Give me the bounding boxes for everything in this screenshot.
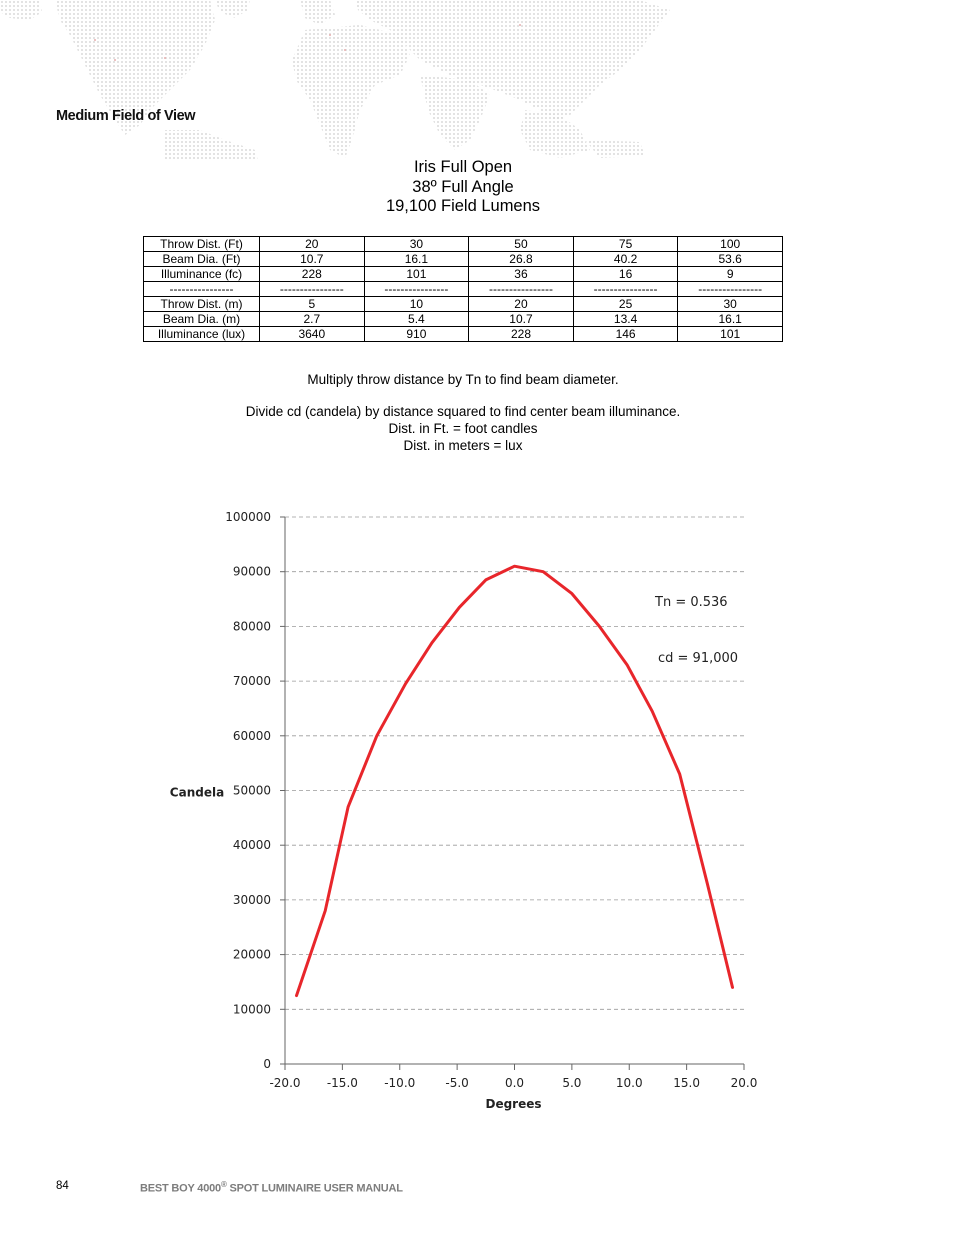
separator-cell: ---------------- xyxy=(469,282,574,297)
table-cell: 16 xyxy=(573,267,678,282)
x-tick-label: -20.0 xyxy=(269,1076,301,1090)
table-row xyxy=(144,327,783,342)
registered-mark: ® xyxy=(220,1180,227,1189)
x-tick-label: 0.0 xyxy=(504,1076,525,1090)
table-cell: 5 xyxy=(260,297,365,312)
row-label: Throw Dist. (m) xyxy=(144,297,260,312)
y-tick-label: 50000 xyxy=(232,783,271,798)
y-axis-label: Candela xyxy=(169,785,225,800)
separator-cell: ---------------- xyxy=(260,282,365,297)
x-tick-label: 10.0 xyxy=(615,1076,643,1090)
table-cell: 10.7 xyxy=(260,252,365,267)
table-cell: 30 xyxy=(364,237,469,252)
note-meters: Dist. in meters = lux xyxy=(403,438,523,453)
table-cell: 910 xyxy=(364,327,469,342)
manual-title-b: SPOT LUMINAIRE USER MANUAL xyxy=(226,1182,403,1195)
iris-line-1: Iris Full Open xyxy=(413,158,513,176)
table-cell: 13.4 xyxy=(573,312,678,327)
table-row xyxy=(144,267,783,282)
candela-series-line xyxy=(297,566,733,995)
note-multiply: Multiply throw distance by Tn to find beam diameter. xyxy=(307,372,619,387)
table-cell: 101 xyxy=(364,267,469,282)
manual-title-a: BEST BOY 4000 xyxy=(140,1182,221,1195)
x-tick-label: -5.0 xyxy=(445,1076,469,1090)
y-tick-label: 100000 xyxy=(225,510,271,524)
table-cell: 228 xyxy=(469,327,574,342)
row-label: Beam Dia. (Ft) xyxy=(144,252,260,267)
candela-chart xyxy=(160,500,780,1130)
y-tick-label: 90000 xyxy=(232,564,271,579)
x-tick-label: 20.0 xyxy=(730,1076,758,1090)
manual-title xyxy=(140,1180,403,1195)
y-tick-label: 70000 xyxy=(232,674,271,689)
tn-annotation: Tn = 0.536 xyxy=(655,595,728,610)
y-tick-label: 60000 xyxy=(232,728,271,743)
y-tick-label: 80000 xyxy=(232,619,271,634)
y-tick-label: 30000 xyxy=(232,892,271,907)
x-tick-label: -10.0 xyxy=(384,1076,416,1090)
table-cell: 101 xyxy=(678,327,783,342)
table-cell: 75 xyxy=(573,237,678,252)
table-cell: 20 xyxy=(260,237,365,252)
table-cell: 146 xyxy=(573,327,678,342)
separator-cell: ---------------- xyxy=(678,282,783,297)
row-label: Beam Dia. (m) xyxy=(144,312,260,327)
table-row xyxy=(144,237,783,252)
table-cell: 9 xyxy=(678,267,783,282)
table-cell: 5.4 xyxy=(364,312,469,327)
section-title: Medium Field of View xyxy=(56,108,196,124)
note-divide: Divide cd (candela) by distance squared to find center beam illuminance. xyxy=(245,404,681,419)
x-axis-label: Degrees xyxy=(485,1097,542,1111)
separator-cell: ---------------- xyxy=(364,282,469,297)
row-label: Throw Dist. (Ft) xyxy=(144,237,260,252)
separator-cell: ---------------- xyxy=(144,282,260,297)
page-number: 84 xyxy=(56,1180,69,1192)
table-separator-row xyxy=(144,282,783,297)
table-cell: 20 xyxy=(469,297,574,312)
table-row xyxy=(144,252,783,267)
table-cell: 25 xyxy=(573,297,678,312)
table-cell: 100 xyxy=(678,237,783,252)
y-tick-label: 40000 xyxy=(232,838,271,853)
x-tick-label: -15.0 xyxy=(326,1076,358,1090)
y-tick-label: 0 xyxy=(263,1057,271,1071)
iris-settings xyxy=(0,158,926,217)
table-cell: 16.1 xyxy=(678,312,783,327)
table-cell: 50 xyxy=(469,237,574,252)
x-tick-label: 5.0 xyxy=(562,1076,582,1090)
table-cell: 228 xyxy=(260,267,365,282)
iris-line-3: 19,100 Field Lumens xyxy=(385,197,541,215)
table-cell: 36 xyxy=(469,267,574,282)
y-tick-label: 20000 xyxy=(232,947,271,962)
iris-line-2: 38º Full Angle xyxy=(412,177,514,196)
table-cell: 2.7 xyxy=(260,312,365,327)
table-cell: 30 xyxy=(678,297,783,312)
table-cell: 10.7 xyxy=(469,312,574,327)
separator-cell: ---------------- xyxy=(573,282,678,297)
table-row xyxy=(144,297,783,312)
row-label: Illuminance (fc) xyxy=(144,267,260,282)
note-feet: Dist. in Ft. = foot candles xyxy=(388,421,538,436)
world-map-dots-background xyxy=(0,0,680,160)
instructions-notes xyxy=(0,371,926,454)
table-cell: 16.1 xyxy=(364,252,469,267)
table-cell: 40.2 xyxy=(573,252,678,267)
photometric-table xyxy=(143,236,783,342)
table-row xyxy=(144,312,783,327)
x-tick-label: 15.0 xyxy=(673,1076,700,1090)
table-cell: 53.6 xyxy=(678,252,783,267)
y-tick-label: 10000 xyxy=(232,1002,271,1017)
cd-annotation: cd = 91,000 xyxy=(658,651,739,666)
table-cell: 10 xyxy=(364,297,469,312)
table-cell: 26.8 xyxy=(469,252,574,267)
row-label: Illuminance (lux) xyxy=(144,327,260,342)
table-cell: 3640 xyxy=(260,327,365,342)
